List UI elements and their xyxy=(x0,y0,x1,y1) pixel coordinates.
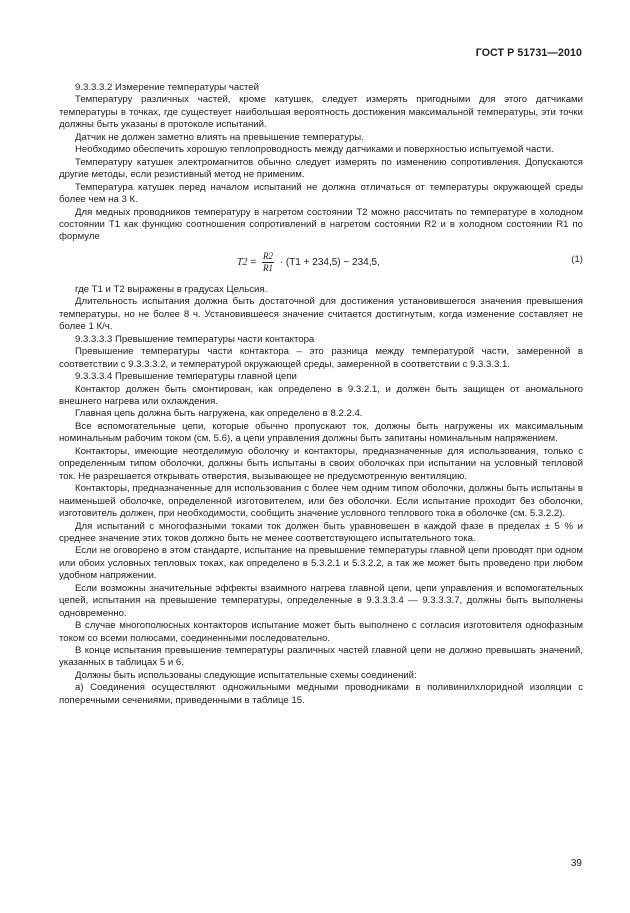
paragraph: Необходимо обеспечить хорошую теплопроводность между датчиками и поверхностью испытуемой части. xyxy=(75,144,554,156)
paragraph: Контакторы, предназначенные для использования с более чем одним типом оболочки, должны быть испытаны в наименьшей оболочке, определенной изготовителем, или без оболочки. Если испытание проходит без оболочки, изготовитель должен, при необходимости, сообщить значение условного теплового тока в оболочке (см. 5.3.2.2). xyxy=(59,483,583,520)
standard-header: ГОСТ Р 51731—2010 xyxy=(475,47,582,59)
paragraph: 9.3.3.3.4 Превышение температуры главной цепи xyxy=(75,371,297,383)
paragraph: Для испытаний с многофазными токами ток должен быть уравновешен в каждой фазе в пределах ± 5 % и среднее значение этих токов должно быть не менее соответствующего испытательного тока. xyxy=(59,520,583,544)
paragraph: 9.3.3.3.3 Превышение температуры части контактора xyxy=(75,333,315,345)
formula xyxy=(59,248,583,276)
paragraph: Должны быть использованы следующие испытательные схемы соединений: xyxy=(75,669,417,681)
formula-relation: = xyxy=(250,257,257,269)
paragraph: где T1 и T2 выражены в градусах Цельсия. xyxy=(75,283,268,295)
paragraph: 9.3.3.3.2 Измерение температуры частей xyxy=(75,82,259,93)
paragraph: Для медных проводников температуру в нагретом состоянии T2 можно рассчитать по температуре в холодном состоянии T1 как функцию соотношения сопротивлений в нагретом состоянии R2 и в холодном состоянии R1 по формуле xyxy=(59,206,583,243)
paragraph: Температуру различных частей, кроме катушек, следует измерять пригодными для этого датчиками температуры в точках, где существует наибольшая вероятность достижения максимальной температуры, эти точки должны быть указаны в протоколе испытаний. xyxy=(59,94,583,131)
paragraph: Превышение температуры части контактора – это разница между температурой части, замеренной в соответствии с 9.3.3.3.2, и температурой окружающей среды, замеренной в соответствии с 9.3.3.3.1. xyxy=(59,346,583,370)
paragraph: В конце испытания превышение температуры различных частей главной цепи не должно превышать значений, указанных в таблицах 5 и 6. xyxy=(59,645,583,669)
formula-fraction xyxy=(262,252,274,273)
paragraph: Контактор должен быть смонтирован, как определено в 9.3.2.1, и должен быть защищен от аномального внешнего нагрева или охлаждения. xyxy=(59,383,583,407)
formula-number: (1) xyxy=(571,253,583,265)
paragraph: Датчик не должен заметно влиять на превышение температуры. xyxy=(75,131,364,143)
paragraph: Главная цепь должна быть нагружена, как определено в 8.2.2.4. xyxy=(75,408,363,420)
formula-lhs: T2 xyxy=(237,257,248,269)
paragraph: а) Соединения осуществляют одножильными медными проводниками в поливинилхлоридной изоляции с поперечными сечениями, приведенными в таблице 15. xyxy=(59,682,583,706)
paragraph: В случае многополюсных контакторов испытание может быть выполнено с согласия изготовителя однофазным током со всеми полюсами, соединенными последовательно. xyxy=(59,620,583,644)
document-body xyxy=(59,82,583,707)
page-number: 39 xyxy=(570,858,582,869)
section-a xyxy=(59,82,583,244)
paragraph: Все вспомогательные цепи, которые обычно пропускают ток, должны быть нагружены их максимальным номинальным рабочим током (см. 5.6), а цепи управления должны быть запитаны номинальным напряжением. xyxy=(59,420,583,445)
paragraph: Если не оговорено в этом стандарте, испытание на превышение температуры главной цепи проводят при одном или обоих условных тепловых токах, как определено в 5.3.2.1 и 5.3.2.2, а так же может быть проведено при любом удобном напряжении. xyxy=(59,545,583,582)
paragraph: Длительность испытания должна быть достаточной для достижения установившегося значения превышения температуры, но не более 8 ч. Установившееся значение считается достигнутым, когда изменение составляет не более 1 К/ч. xyxy=(59,296,583,333)
formula-expression xyxy=(237,252,380,273)
paragraph: Контакторы, имеющие неотделимую оболочку и контакторы, предназначенные для использования, только с определенным типом оболочки, должны быть испытаны в своих оболочках при испытании на условный тепловой ток. Не разрешается открывать отверстия, вызывающее не предусмотренную вентиляцию. xyxy=(59,445,583,482)
section-b xyxy=(59,284,583,707)
paragraph: Температура катушек перед началом испытаний не должна отличаться от температуры окружающей среды более чем на 3 К. xyxy=(59,181,583,206)
paragraph: Температуру катушек электромагнитов обычно следует измерять по изменению сопротивления. Допускаются другие методы, если резистивный метод не применим. xyxy=(59,156,583,181)
formula-rest: · (T1 + 234,5) − 234,5, xyxy=(279,257,380,269)
fraction-denominator: R1 xyxy=(262,262,273,273)
fraction-numerator: R2 xyxy=(262,250,273,261)
paragraph: Если возможны значительные эффекты взаимного нагрева главной цепи, цепи управления и вспомогательных цепей, испытания на превышение температуры, определенные в 9.3.3.3.4 — 9.3.3.3.7, должны быть выполнены одновременно. xyxy=(59,582,583,619)
